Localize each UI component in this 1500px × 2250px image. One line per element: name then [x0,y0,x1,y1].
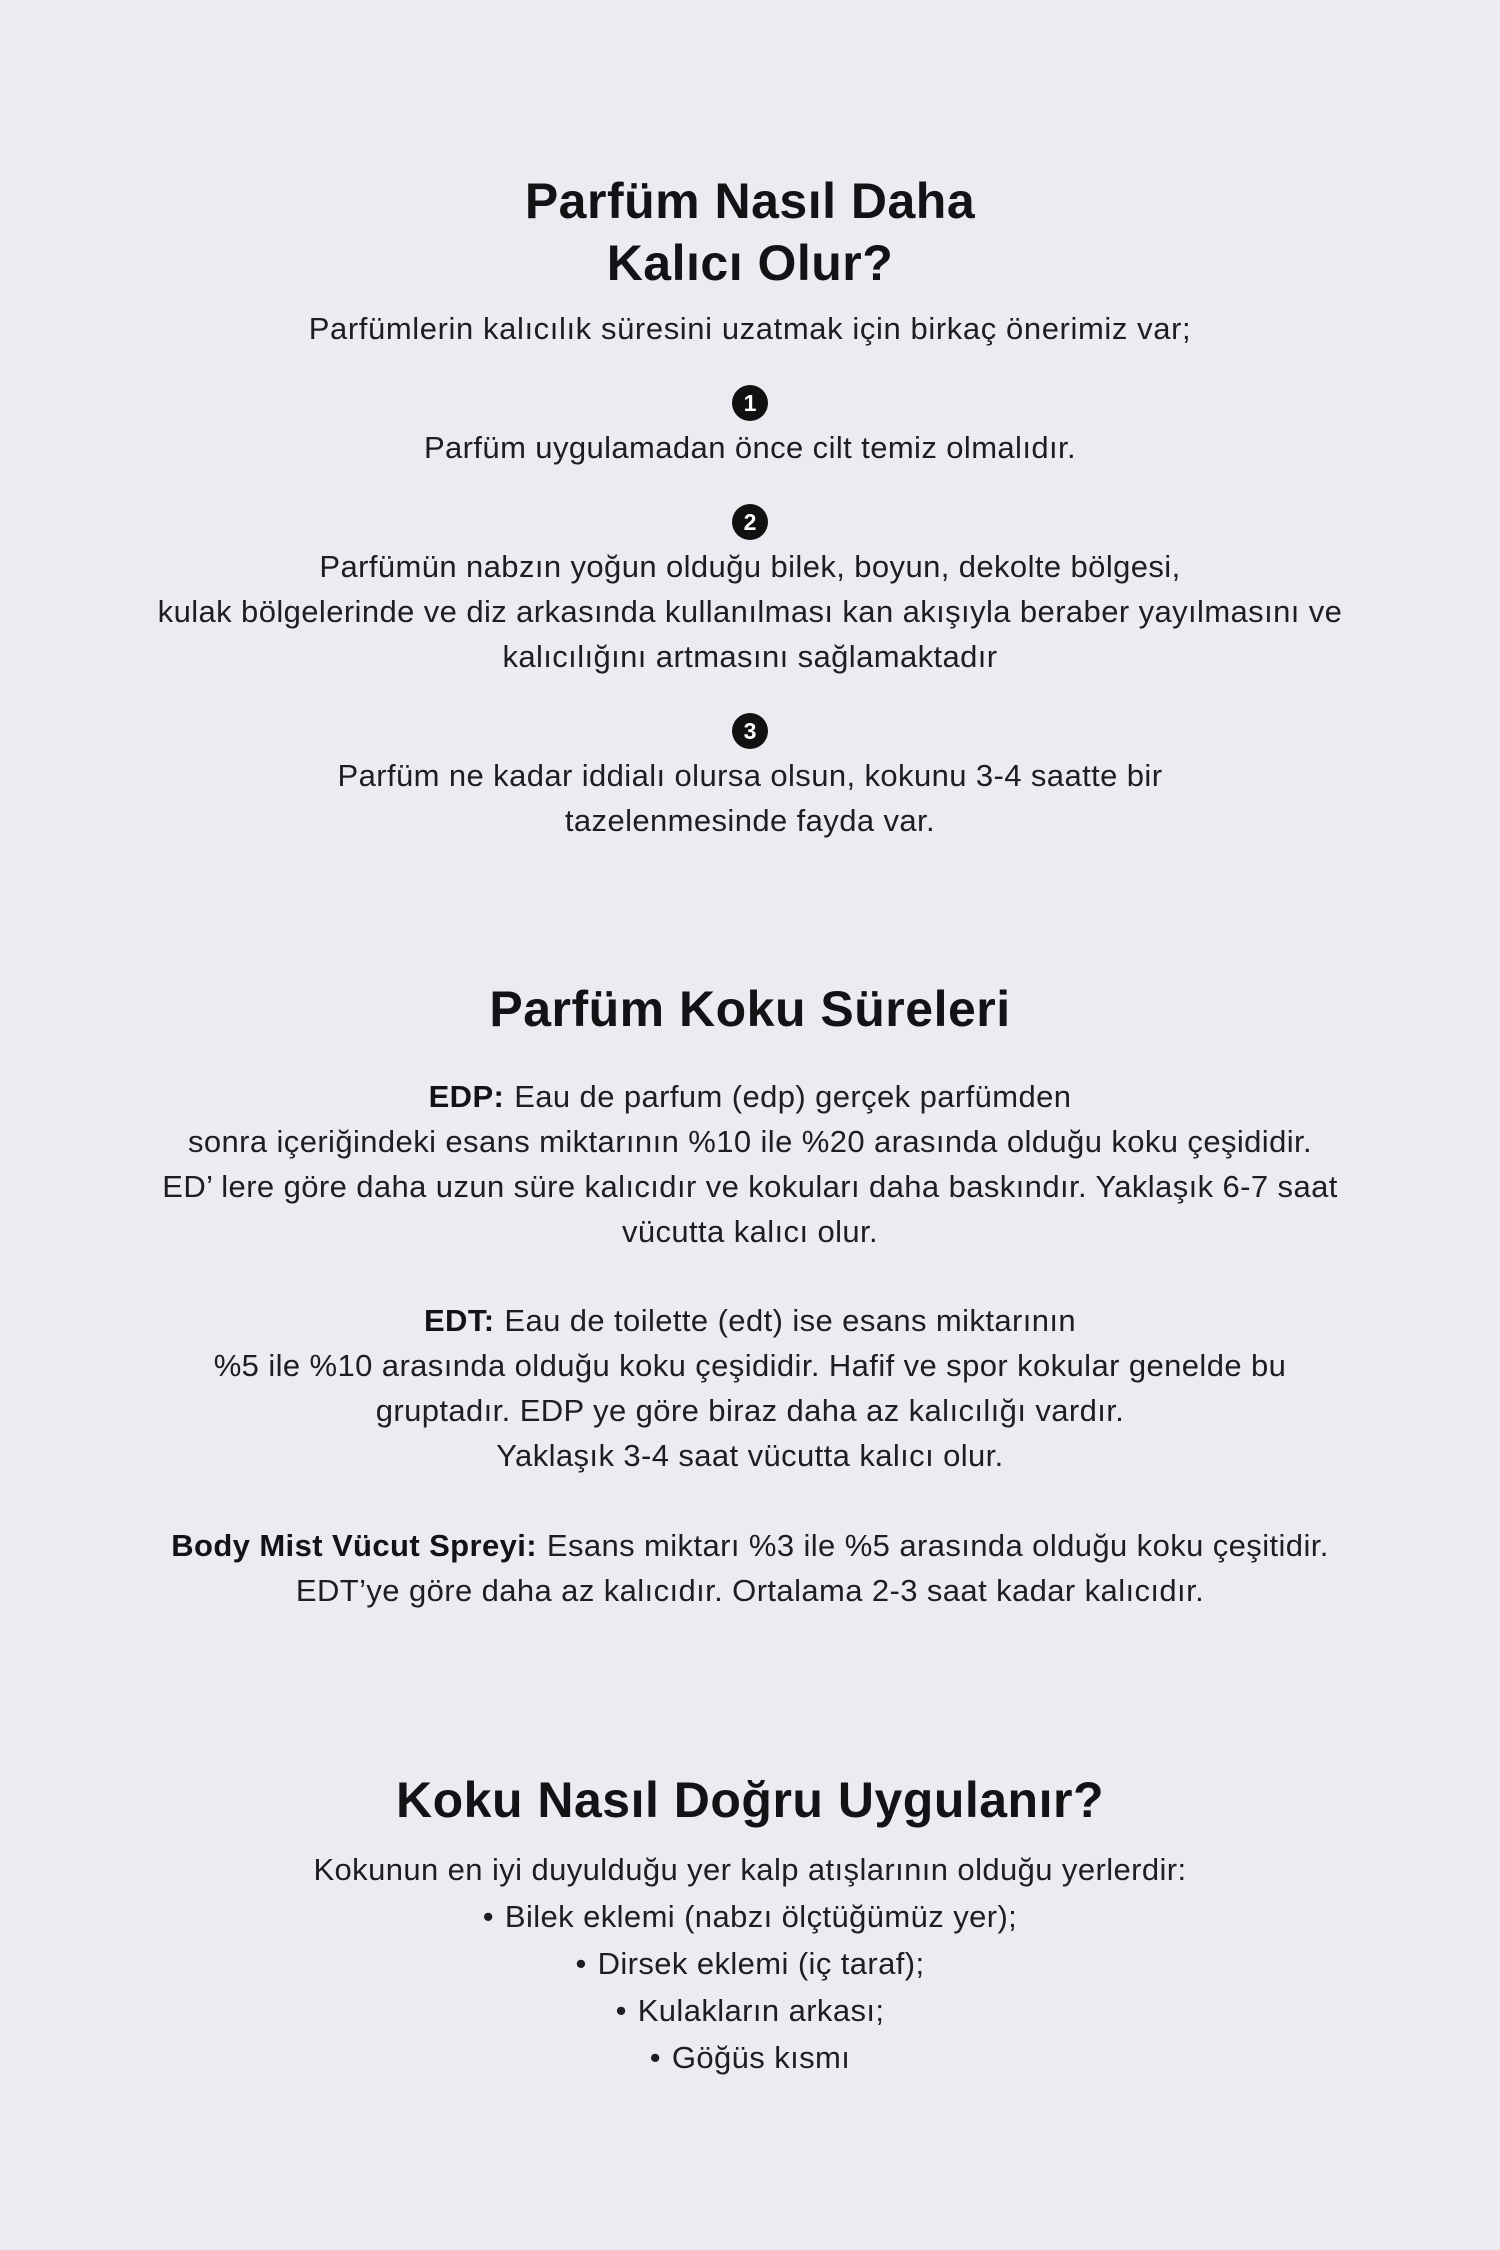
tip-3-number-badge: 3 [732,713,768,749]
application-bullet-text: Bilek eklemi (nabzı ölçtüğümüz yer); [504,1899,1018,1934]
bullet-icon: • [649,2040,661,2075]
tip-1-number-badge: 1 [732,385,768,421]
tip-3 [0,713,1500,843]
edt-text-line: gruptadır. EDP ye göre biraz daha az kalıcılığı vardır. [375,1393,1125,1428]
section-title-scent-durations: Parfüm Koku Süreleri [489,981,1011,1037]
edp-first-line-text: Eau de parfum (edp) gerçek parfümden [514,1079,1072,1114]
tip-2-text-line: kulak bölgelerinde ve diz arkasında kullanılması kan akışıyla beraber yayılmasını ve [157,594,1343,629]
edp-text-line: sonra içeriğindeki esans miktarının %10 ile %20 arasında olduğu koku çeşididir. [187,1124,1313,1159]
edt-first-line [0,1298,1500,1343]
tip-2 [0,504,1500,679]
intro-subtitle: Parfümlerin kalıcılık süresini uzatmak için birkaç önerimiz var; [308,311,1192,346]
edt-label: EDT: [423,1303,495,1338]
body-mist-text-line: EDT’ye göre daha az kalıcıdır. Ortalama 2-3 saat kadar kalıcıdır. [295,1573,1205,1608]
tip-3-text-line: Parfüm ne kadar iddialı olursa olsun, kokunu 3-4 saatte bir [337,758,1163,793]
application-section [0,1846,1500,2081]
application-bullet-item [0,2034,1500,2081]
edp-text-line: vücutta kalıcı olur. [621,1214,879,1249]
tip-3-text-line: tazelenmesinde fayda var. [564,803,936,838]
body-mist-first-line [0,1523,1500,1568]
edp-text-line: ED’ lere göre daha uzun süre kalıcıdır ve kokuları daha baskındır. Yaklaşık 6-7 saat [162,1169,1338,1204]
edp-label: EDP: [428,1079,505,1114]
application-bullet-text: Kulakların arkası; [637,1993,885,2028]
page-title-line-1: Parfüm Nasıl Daha [524,173,976,229]
application-bullet-item [0,1940,1500,1987]
application-intro: Kokunun en iyi duyulduğu yer kalp atışlarının olduğu yerlerdir: [313,1852,1187,1887]
application-bullet-item [0,1893,1500,1940]
tip-2-number-badge: 2 [732,504,768,540]
application-bullet-text: Dirsek eklemi (iç taraf); [597,1946,925,1981]
page-title-line-2: Kalıcı Olur? [606,235,894,291]
page-title [0,170,1500,294]
body-mist-label: Body Mist Vücut Spreyi: [171,1528,537,1563]
edt-text-line: Yaklaşık 3-4 saat vücutta kalıcı olur. [496,1438,1004,1473]
application-bullet-text: Göğüs kısmı [671,2040,851,2075]
tip-1-text-line: Parfüm uygulamadan önce cilt temiz olmalıdır. [423,430,1077,465]
tip-2-text-line: kalıcılığını artmasını sağlamaktadır [502,639,998,674]
bullet-icon: • [615,1993,627,2028]
body-mist-first-line-text: Esans miktarı %3 ile %5 arasında olduğu koku çeşitidir. [546,1528,1329,1563]
bullet-icon: • [482,1899,495,1934]
edt-paragraph [0,1298,1500,1478]
tip-2-text-line: Parfümün nabzın yoğun olduğu bilek, boyun, dekolte bölgesi, [319,549,1181,584]
bullet-icon: • [575,1946,587,1981]
tip-1 [0,385,1500,470]
edp-first-line [0,1074,1500,1119]
body-mist-paragraph [0,1523,1500,1613]
application-bullet-item [0,1987,1500,2034]
edt-text-line: %5 ile %10 arasında olduğu koku çeşididir. Hafif ve spor kokular genelde bu [213,1348,1287,1383]
section-title-how-to-apply: Koku Nasıl Doğru Uygulanır? [395,1772,1104,1828]
edp-paragraph [0,1074,1500,1254]
edt-first-line-text: Eau de toilette (edt) ise esans miktarının [504,1303,1077,1338]
